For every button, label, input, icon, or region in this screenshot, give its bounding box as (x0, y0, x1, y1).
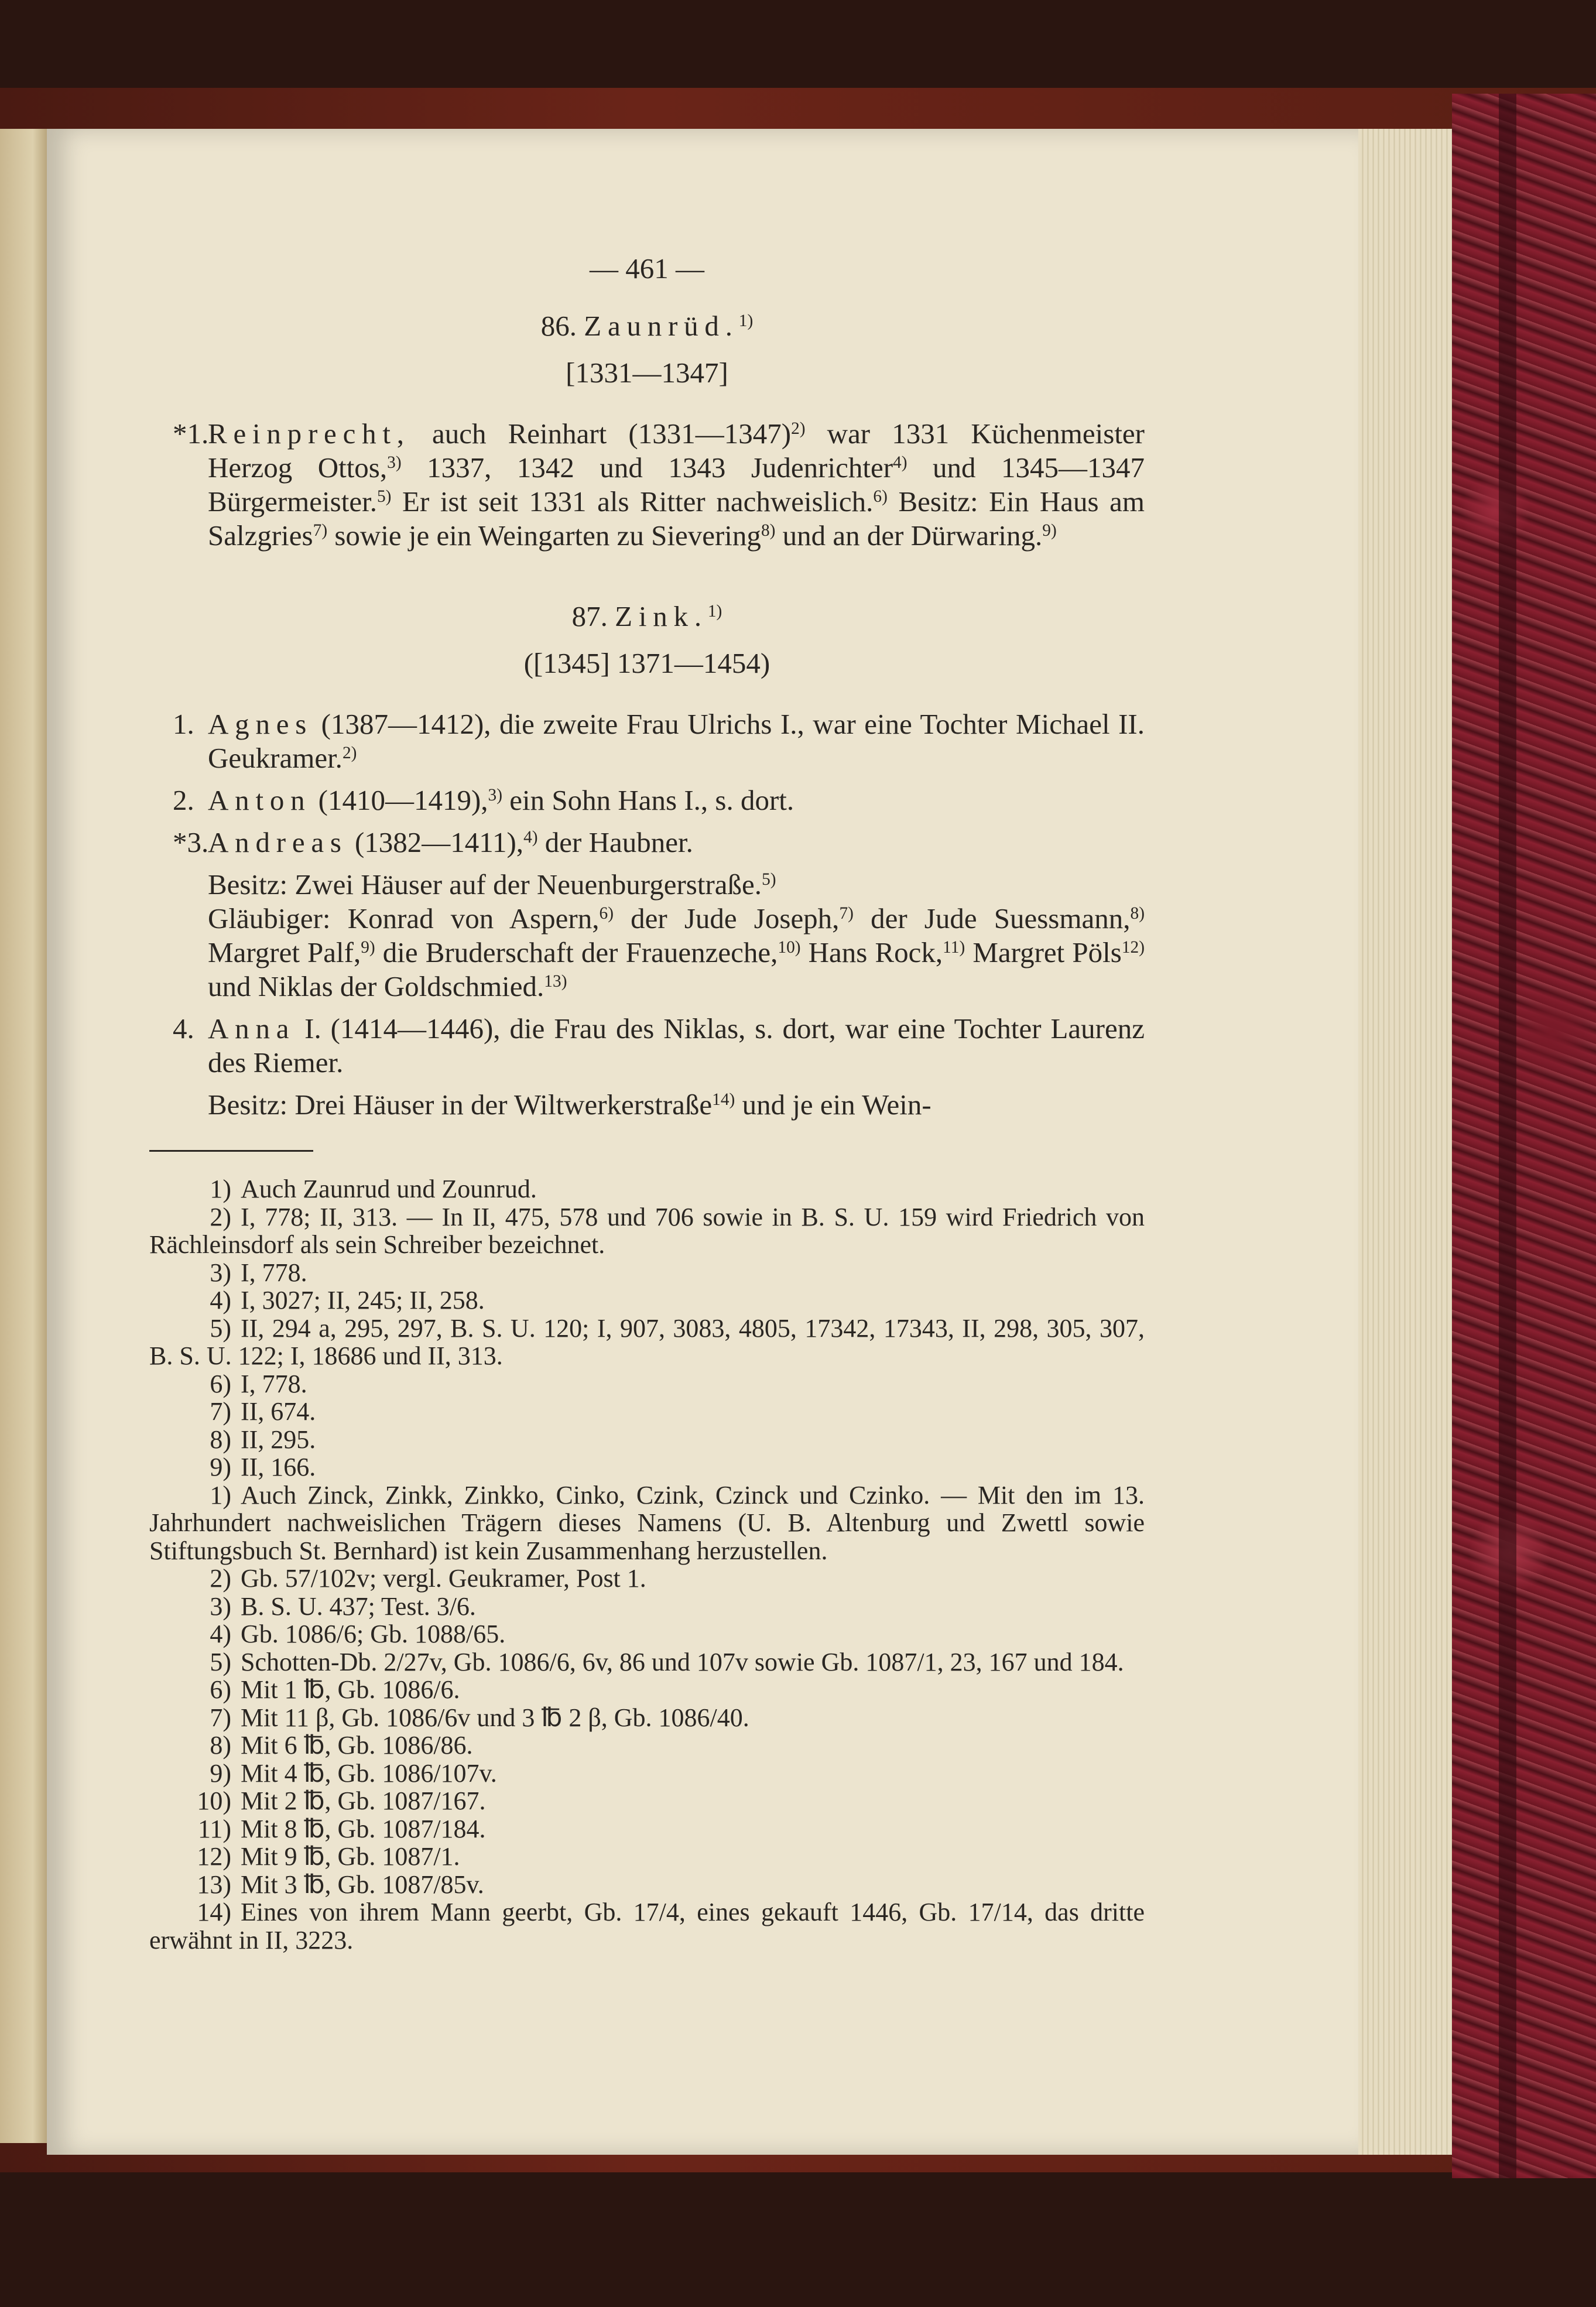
note-ref: 6) (599, 903, 614, 923)
page-stack-edges (1358, 129, 1452, 2155)
entry-text: die Bruderschaft der Frauenzeche, (375, 936, 778, 968)
page-text (149, 252, 1145, 1954)
entry-text: sowie je ein Weingarten zu Sievering (327, 519, 761, 552)
glaeubiger-label: Gläubiger: (208, 902, 331, 935)
footnotes-section-87 (149, 1481, 1145, 1955)
left-page-edge (0, 129, 49, 2143)
note-ref: 3) (488, 785, 503, 805)
footnote-text: Mit 1 ℔, Gb. 1086/6. (241, 1675, 460, 1704)
footnote-number: 11) (197, 1814, 231, 1843)
entry-text: Besitz: Ein Haus am Salzgries (208, 485, 1145, 552)
footnote-number: 3) (210, 1258, 231, 1287)
note-ref: 10) (778, 937, 801, 957)
footnote (149, 1593, 1145, 1621)
entry-text: Konrad von Aspern, (330, 902, 600, 935)
entry-number: *3. (173, 826, 209, 858)
marbled-cover (1452, 94, 1596, 2178)
entry-text: (1410—1419), (311, 784, 488, 816)
footnote-number: 13) (197, 1870, 231, 1899)
footnote (149, 1398, 1145, 1426)
footnotes-section-86 (149, 1175, 1145, 1481)
entry-text: Drei Häuser in der Wiltwerkerstraße (287, 1089, 713, 1121)
entry-name: Andreas (208, 826, 348, 858)
entry-text: der Jude Suessmann, (853, 902, 1131, 935)
note-ref: 7) (313, 521, 328, 540)
section-name: Zink. (615, 600, 708, 632)
footnote-text: II, 295. (241, 1425, 316, 1454)
footnote-number: 14) (197, 1898, 231, 1926)
entry-number: *1. (173, 417, 209, 450)
footnote-number: 3) (210, 1591, 231, 1621)
footnote (149, 1203, 1145, 1259)
footnote (149, 1370, 1145, 1398)
entry-number: 4. (173, 1012, 194, 1045)
note-ref: 8) (761, 521, 776, 540)
entry-text: der Haubner. (537, 826, 693, 858)
entry-text: I. (1414—1446), die Frau des Niklas, s. dort, war eine Tochter Laurenz des Riemer. (208, 1012, 1145, 1079)
footnote (149, 1843, 1145, 1871)
entry-andreas (149, 826, 1145, 860)
entry-anton (149, 783, 1145, 817)
cover-binding-strip (1499, 94, 1516, 2178)
entry-text: ein Sohn Hans I., s. dort. (502, 784, 794, 816)
footnote (149, 1815, 1145, 1843)
note-ref: 8) (1130, 903, 1145, 923)
footnote (149, 1620, 1145, 1648)
entry-number: 1. (173, 708, 194, 740)
note-ref: 2) (791, 419, 806, 438)
footnote-number: 8) (210, 1425, 231, 1454)
entry-reinprecht (149, 417, 1145, 553)
footnote-number: 10) (197, 1786, 231, 1815)
footnote-number: 4) (210, 1620, 231, 1648)
footnote-text: I, 778. (241, 1369, 307, 1398)
entry-text: und 1345—1347 Bürgermeister. (208, 451, 1145, 518)
footnote-text: Mit 8 ℔, Gb. 1087/184. (241, 1814, 486, 1843)
footnote-number: 4) (210, 1286, 231, 1315)
footnote-number: 9) (210, 1453, 231, 1481)
footnote-text: Mit 6 ℔, Gb. 1086/86. (241, 1731, 473, 1760)
entry-text: und Niklas der Goldschmied. (208, 970, 544, 1002)
footnote-number: 12) (197, 1842, 231, 1871)
note-ref: 1) (707, 601, 722, 621)
footnote (149, 1315, 1145, 1370)
entry-text: war 1331 Küchenmeister Herzog Ottos, (208, 417, 1145, 484)
section-years-87: ([1345] 1371—1454) (523, 647, 770, 679)
footnote (149, 1648, 1145, 1676)
section-number: 87. (571, 600, 608, 632)
besitz-label: Besitz: (208, 1089, 288, 1121)
note-ref: 1) (738, 311, 754, 330)
entry-text: (1382—1411), (347, 826, 524, 858)
footnote-text: II, 294 a, 295, 297, B. S. U. 120; I, 907, 3083, 4805, 17342, 17343, II, 298, 305, 307, B. S. U. 122; I, 18686 und II, 313. (149, 1313, 1145, 1370)
footnote-number: 5) (210, 1313, 231, 1343)
footnote (149, 1286, 1145, 1315)
entry-text: und je ein Wein- (735, 1089, 931, 1121)
footnote-text: Mit 4 ℔, Gb. 1086/107v. (241, 1758, 497, 1788)
section-heading-86 (149, 309, 1145, 343)
entry-name: Agnes (208, 708, 313, 740)
note-ref: 11) (943, 937, 965, 957)
note-ref: 4) (523, 827, 538, 847)
entry-name: Reinprecht, (208, 417, 410, 450)
footnote-number: 9) (210, 1758, 231, 1788)
footnote (149, 1481, 1145, 1565)
entry-text: Margret Pöls (965, 936, 1122, 968)
footnote-rule (149, 1150, 313, 1152)
footnote-text: II, 166. (241, 1453, 316, 1481)
footnote-number: 8) (210, 1731, 231, 1760)
entry-text: Er ist seit 1331 als Ritter nachweislich. (391, 485, 874, 518)
footnote-text: Mit 9 ℔, Gb. 1087/1. (241, 1842, 460, 1871)
note-ref: 5) (762, 870, 776, 889)
footnote-number: 7) (210, 1397, 231, 1426)
note-ref: 5) (376, 487, 392, 506)
footnote-text: I, 778; II, 313. — In II, 475, 578 und 706 sowie in B. S. U. 159 wird Friedrich von Rächleinsdorf als sein Schreiber bezeichnet. (149, 1202, 1145, 1259)
footnote-text: Mit 2 ℔, Gb. 1087/167. (241, 1786, 486, 1815)
footnote-text: Auch Zinck, Zinkk, Zinkko, Cinko, Czink, Czinck und Czinko. — Mit den im 13. Jahrhundert nachweislichen Trägern dieses Namens (U. B. Altenburg und Zwettl sowie Stiftungsbuch St. Bernhard) ist kein Zusammenhang herzustellen. (149, 1480, 1145, 1565)
footnote-number: 2) (210, 1564, 231, 1593)
footnote (149, 1898, 1145, 1954)
footnote (149, 1704, 1145, 1732)
andreas-besitz (149, 868, 1145, 902)
footnote (149, 1787, 1145, 1815)
footnote (149, 1259, 1145, 1287)
footnote-text: Eines von ihrem Mann geerbt, Gb. 17/4, eines gekauft 1446, Gb. 17/14, das dritte erwähnt in II, 3223. (149, 1898, 1145, 1955)
footnote (149, 1676, 1145, 1704)
footnote (149, 1175, 1145, 1203)
footnote (149, 1565, 1145, 1593)
anna-besitz (149, 1088, 1145, 1122)
footnote (149, 1426, 1145, 1454)
footnote-number: 6) (210, 1675, 231, 1704)
note-ref: 7) (839, 903, 854, 923)
footnote-number: 5) (210, 1647, 231, 1676)
entry-name: Anna (208, 1012, 296, 1045)
note-ref: 4) (893, 453, 907, 472)
footnote (149, 1453, 1145, 1481)
entry-text: 1337, 1342 und 1343 Judenrichter (401, 451, 893, 484)
entry-text: (1387—1412), die zweite Frau Ulrichs I., war eine Tochter Michael II. Geukramer. (208, 708, 1145, 774)
footnote-number: 6) (210, 1369, 231, 1398)
entry-text: auch Reinhart (1331—1347) (410, 417, 792, 450)
page-number: — 461 — (590, 252, 704, 285)
entry-text: und an der Dürwaring. (775, 519, 1043, 552)
section-number: 86. (540, 310, 577, 342)
note-ref: 2) (342, 743, 357, 762)
footnote (149, 1731, 1145, 1760)
footnotes (149, 1175, 1145, 1954)
entry-text: der Jude Joseph, (613, 902, 840, 935)
entry-number: 2. (173, 784, 194, 816)
footnote-text: II, 674. (241, 1397, 316, 1426)
footnote-text: Auch Zaunrud und Zounrud. (241, 1175, 537, 1203)
entry-text: Zwei Häuser auf der Neuenburgerstraße. (287, 868, 762, 901)
section-name: Zaunrüd. (584, 310, 739, 342)
entry-text: Margret Palf, (208, 936, 361, 968)
footnote-text: Gb. 57/102v; vergl. Geukramer, Post 1. (241, 1564, 646, 1593)
note-ref: 3) (387, 453, 402, 472)
entry-agnes (149, 707, 1145, 775)
entry-anna (149, 1012, 1145, 1080)
entry-name: Anton (208, 784, 311, 816)
footnote-text: Mit 3 ℔, Gb. 1087/85v. (241, 1870, 484, 1899)
footnote-number: 7) (210, 1703, 231, 1732)
section-heading-87 (149, 600, 1145, 634)
footnote-text: I, 778. (241, 1258, 307, 1287)
footnote-text: B. S. U. 437; Test. 3/6. (241, 1591, 476, 1621)
footnote-number: 1) (210, 1175, 231, 1203)
besitz-label: Besitz: (208, 868, 288, 901)
note-ref: 13) (544, 971, 567, 991)
footnote-text: Gb. 1086/6; Gb. 1088/65. (241, 1620, 506, 1648)
footnote-number: 1) (210, 1480, 231, 1510)
note-ref: 9) (1042, 521, 1057, 540)
andreas-glaeubiger (149, 902, 1145, 1004)
footnote-text: Mit 11 β, Gb. 1086/6v und 3 ℔ 2 β, Gb. 1086/40. (241, 1703, 749, 1732)
footnote (149, 1871, 1145, 1899)
entry-text: Hans Rock, (800, 936, 943, 968)
footnote-text: I, 3027; II, 245; II, 258. (241, 1286, 485, 1315)
footnote-number: 2) (210, 1202, 231, 1231)
note-ref: 6) (873, 487, 888, 506)
note-ref: 14) (712, 1090, 735, 1109)
section-years-86: [1331—1347] (566, 357, 728, 389)
note-ref: 9) (361, 937, 375, 957)
note-ref: 12) (1121, 937, 1145, 957)
footnote (149, 1760, 1145, 1788)
footnote-text: Schotten-Db. 2/27v, Gb. 1086/6, 6v, 86 und 107v sowie Gb. 1087/1, 23, 167 und 184. (241, 1647, 1124, 1676)
